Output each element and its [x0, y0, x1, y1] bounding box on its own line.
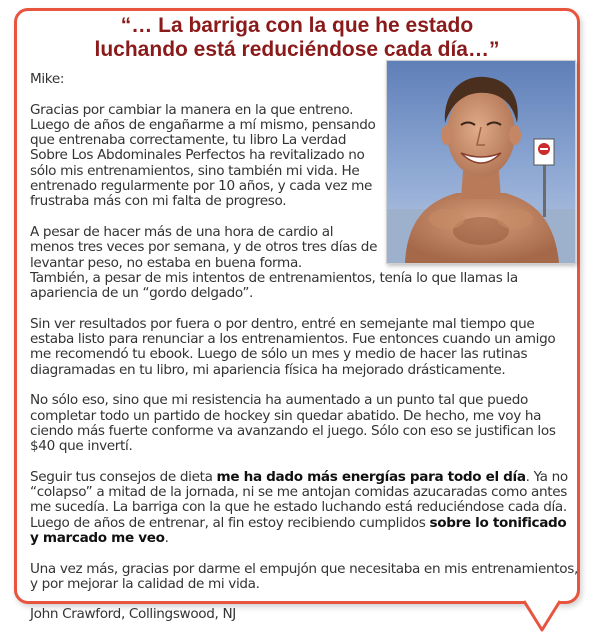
letter-paragraph-1: Gracias por cambiar la manera en la que entreno. Luego de años de engañarme a mí mismo, pensando que entrenaba correctamente, tu libro La verdad Sobre Los Abdominales Perfectos ha revitalizado no sólo mis entrenamientos, sino también mi vida. He entrenado regularmente por 10 años, y cada vez me frustraba más con mi falta de progreso. [30, 101, 376, 210]
letter-highlight-energy: me ha dado más energías para todo el día [216, 468, 526, 485]
letter-paragraph-2 [30, 225, 578, 301]
letter-paragraph-6: Una vez más, gracias por darme el empujón que necesitaba en mis entrenamientos, y por mejorar la calidad de mi vida. [30, 560, 578, 592]
letter-paragraph-2-wide: También, a pesar de mis intentos de entrenamientos, tenía lo que llamas la apariencia de un “gordo delgado”. [30, 269, 518, 302]
letter-highlight-toned: sobre lo tonificado y marcado me veo [30, 514, 567, 546]
letter-paragraph-4: No sólo eso, sino que mi resistencia ha aumentado a un punto tal que puedo completar todo un partido de hockey sin quedar abatido. De hecho, me voy ha ciendo más fuerte conforme va avanzando el juego. Sólo con eso se justifican los $40 que invertí. [30, 392, 556, 455]
letter-greeting: Mike: [30, 71, 65, 87]
letter-paragraph-5-a: Seguir tus consejos de dieta [30, 468, 217, 485]
testimonial-headline [14, 14, 580, 62]
headline-line-2: luchando está reduciéndose cada día…” [94, 38, 500, 61]
letter-paragraph-5-e: . [164, 529, 169, 546]
letter-paragraph-2-narrow: A pesar de hacer más de una hora de cardio al menos tres veces por semana, y de otros tres días de levantar peso, no estaba en buena forma. [30, 223, 378, 271]
letter-signature: John Crawford, Collingswood, NJ [30, 606, 236, 623]
headline-line-1: “… La barriga con la que he estado [120, 14, 474, 37]
testimonial-letter [30, 72, 578, 638]
letter-paragraph-3: Sin ver resultados por fuera o por dentro, entré en semejante mal tiempo que estaba listo para renunciar a los entrenamientos. Fue entonces cuando un amigo me recomendó tu ebook. Luego de sólo un mes y medio de hacer las rutinas diagramadas en tu libro, mi apariencia física ha mejorado drásticamente. [30, 315, 556, 378]
letter-paragraph-5-c: . Ya no “colapso” a mitad de la jornada, ni se me antojan comidas azucaradas como antes me sucedía. La barriga con la que he estado luchando está reduciéndose cada día. Luego de años de entrenar, al fin estoy recibiendo cumplidos [30, 468, 568, 531]
letter-paragraph-5 [30, 470, 578, 546]
